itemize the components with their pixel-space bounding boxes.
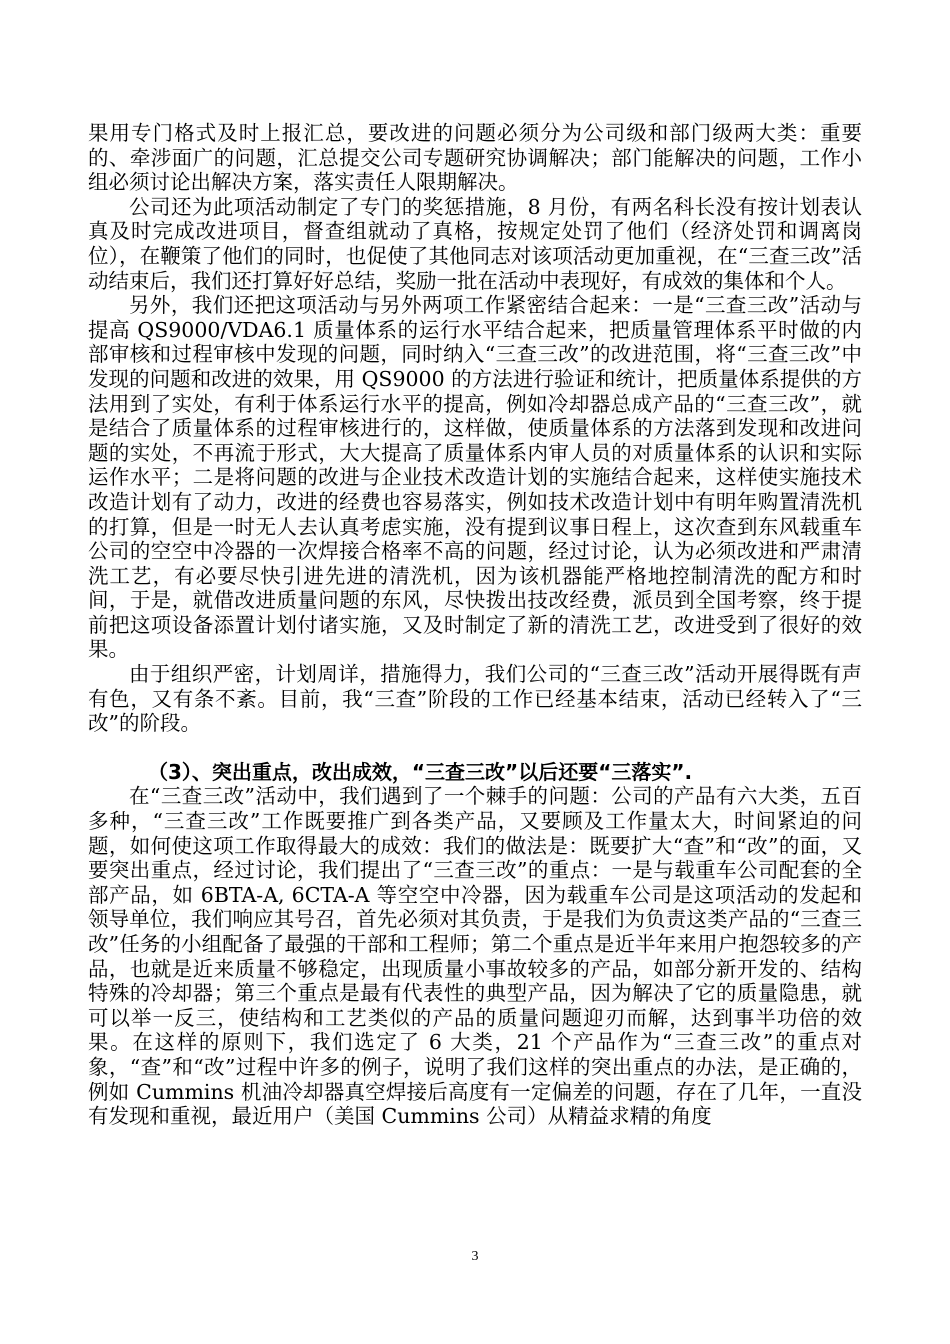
page-number: 3 [471, 1249, 479, 1264]
paragraph-integration: 另外，我们还把这项活动与另外两项工作紧密结合起来：一是“三查三改”活动与提高 QS9000/VDA6.1 质量体系的运行水平结合起来，把质量管理体系平时做的内部审核和过程审核中发现的问题，同时纳入“三查三改”的改进范围，将“三查三改”中发现的问题和改进的效果，用 QS9000 的方法进行验证和统计，把质量体系提供的方法用到了实处，有利于体系运行水平的提高，例如冷却器总成产品的“三查三改”，就是结合了质量体系的过程审核进行的，这样做，使质量体系的方法落到发现和改进问题的实处，不再流于形式，大大提高了质量体系内审人员的对质量体系的认识和实际运作水平；二是将问题的改进与企业技术改造计划的实施结合起来，这样使实施技术改造计划有了动力，改进的经费也容易落实，例如技术改造计划中有明年购置清洗机的打算，但是一时无人去认真考虑实施，没有提到议事日程上，这次查到东风载重车公司的空空中冷器的一次焊接合格率不高的问题，经过讨论，认为必须改进和严肃清洗工艺，有必要尽快引进先进的清洗机，因为该机器能严格地控制清洗的配方和时间，于是，就借改进质量问题的东风，尽快拨出技改经费，派员到全国考察，终于提前把这项设备添置计划付诸实施，又及时制定了新的清洗工艺，改进受到了很好的效果。 [88, 293, 862, 662]
paragraph-status: 由于组织严密，计划周详，措施得力，我们公司的“三查三改”活动开展得既有声有色，又有条不紊。目前，我“三查”阶段的工作已经基本结束，活动已经转入了“三改”的阶段。 [88, 662, 862, 736]
paragraph-rewards: 公司还为此项活动制定了专门的奖惩措施，8 月份，有两名科长没有按计划表认真及时完成改进项目，督查组就动了真格，按规定处罚了他们（经济处罚和调离岗位），在鞭策了他们的同时，也促使了其他同志对该项活动更加重视，在“三查三改”活动结束后，我们还打算好好总结，奖励一批在活动中表现好，有成效的集体和个人。 [88, 194, 862, 293]
section-heading: （3）、突出重点，改出成效，“三查三改”以后还要“三落实”. [148, 759, 693, 784]
document-body [88, 121, 862, 1129]
paragraph-focus: 在“三查三改”活动中，我们遇到了一个棘手的问题：公司的产品有六大类，五百多种，“三查三改”工作既要推广到各类产品，又要顾及工作量太大，时间紧迫的问题，如何使这项工作取得最大的成效：我们的做法是：既要扩大“查”和“改”的面，又要突出重点，经过讨论，我们提出了“三查三改”的重点：一是与载重车公司配套的全部产品，如 6BTA-A, 6CTA-A 等空空中冷器，因为载重车公司是这项活动的发起和领导单位，我们响应其号召，首先必须对其负责，于是我们为负责这类产品的“三查三改”任务的小组配备了最强的干部和工程师；第二个重点是近半年来用户抱怨较多的产品，也就是近来质量不够稳定，出现质量小事故较多的产品，如部分新开发的、结构特殊的冷却器；第三个重点是最有代表性的典型产品，因为解决了它的质量隐患，就可以举一反三，使结构和工艺类似的产品的质量问题迎刃而解，达到事半功倍的效果。在这样的原则下，我们选定了 6 大类，21 个产品作为“三查三改”的重点对象，“查”和“改”过程中许多的例子，说明了我们这样的突出重点的办法，是正确的，例如 Cummins 机油冷却器真空焊接后高度有一定偏差的问题，存在了几年，一直没有发现和重视，最近用户（美国 Cummins 公司）从精益求精的角度 [88, 784, 862, 1129]
section-spacer [88, 736, 862, 760]
paragraph-continuation: 果用专门格式及时上报汇总，要改进的问题必须分为公司级和部门级两大类：重要的、牵涉面广的问题，汇总提交公司专题研究协调解决；部门能解决的问题，工作小组必须讨论出解决方案，落实责任人限期解决。 [88, 121, 862, 195]
